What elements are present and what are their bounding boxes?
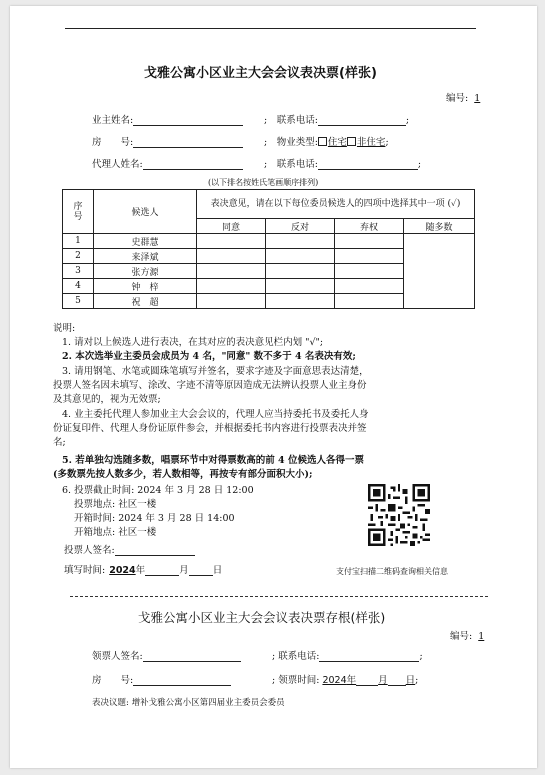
- vote-table: [62, 189, 475, 309]
- proxy-phone-label: 联系电话:: [276, 159, 318, 170]
- row-seq: 3: [63, 264, 94, 279]
- room-row: [92, 134, 243, 148]
- row-candidate: 张方源: [94, 264, 197, 279]
- stub-receive-time-row: ; 领票时间: 2024年 月 日;: [272, 675, 419, 686]
- stub-number-label: 编号:: [450, 631, 473, 642]
- cell-agree[interactable]: [197, 249, 266, 264]
- voter-sign-row: [64, 542, 195, 556]
- note-5a: 5. 若单独勾选随多数，唱票环节中对得票数高的前 4 位候选人各得一票: [62, 455, 364, 466]
- cell-agree[interactable]: [197, 264, 266, 279]
- stub-room-field[interactable]: [133, 674, 231, 686]
- residential-label: 住宅: [327, 137, 347, 148]
- cell-abstain[interactable]: [335, 234, 404, 249]
- proxy-phone-field[interactable]: [318, 158, 418, 170]
- col-oppose: 反对: [266, 219, 335, 234]
- stub-number-value: 1: [478, 631, 485, 642]
- stub-receiver-row: [92, 648, 241, 662]
- ballot-number-label: 编号:: [446, 93, 469, 104]
- voter-sign-field[interactable]: [115, 544, 195, 556]
- note-1: 1. 请对以上候选人进行表决，在其对应的表决意见栏内划 "√";: [62, 337, 324, 348]
- cell-oppose[interactable]: [266, 294, 335, 309]
- col-abstain: 弃权: [335, 219, 404, 234]
- note-4b: 份证复印件、代理人身份证原件参会，并根据委托书内容进行投票表决并签: [53, 423, 367, 434]
- room-label: 房 号:: [92, 137, 134, 148]
- cell-agree[interactable]: [197, 294, 266, 309]
- receive-month-field[interactable]: [356, 674, 378, 686]
- stub-phone-row: ; 联系电话: ;: [272, 651, 423, 662]
- ballot-title: 戈雅公寓小区业主大会会议表决票(样张): [144, 66, 377, 81]
- cell-agree[interactable]: [197, 279, 266, 294]
- stub-title: 戈雅公寓小区业主大会会议表决票存根(样张): [138, 610, 386, 625]
- stub-topic: 表决议题: 增补戈雅公寓小区第四届业主委员会委员: [92, 698, 285, 708]
- non-residential-checkbox[interactable]: [347, 137, 356, 146]
- cell-oppose[interactable]: [266, 279, 335, 294]
- fill-month-field[interactable]: [145, 564, 179, 576]
- property-type-row: ; 物业类型: 住宅 非住宅;: [264, 137, 389, 148]
- row-seq: 2: [63, 249, 94, 264]
- ballot-number-value: 1: [474, 93, 481, 104]
- cell-agree[interactable]: [197, 234, 266, 249]
- receive-day-field[interactable]: [388, 674, 406, 686]
- note-3b: 投票人签名因未填写、涂改、字迹不清等原因造成无法辨认投票人业主身份: [53, 380, 367, 391]
- notes-heading: 说明:: [53, 323, 76, 334]
- candidate-header: 候选人: [94, 190, 197, 234]
- top-rule: [65, 28, 476, 29]
- cell-oppose[interactable]: [266, 264, 335, 279]
- owner-phone-row: ; 联系电话: ;: [264, 115, 410, 126]
- cell-abstain[interactable]: [335, 264, 404, 279]
- room-field[interactable]: [133, 136, 243, 148]
- row-seq: 4: [63, 279, 94, 294]
- cell-oppose[interactable]: [266, 249, 335, 264]
- owner-phone-field[interactable]: [318, 114, 406, 126]
- receiver-sign-field[interactable]: [143, 650, 241, 662]
- note-5b: (多数票先按人数多少，若人数相等，再按专有部分面积大小);: [53, 469, 313, 480]
- receiver-sign-label: 领票人签名:: [92, 651, 143, 662]
- vote-place: 投票地点: 社区一楼: [74, 499, 157, 510]
- seq-header: 序号: [63, 190, 94, 234]
- ballot-number: [446, 90, 480, 104]
- fill-time-label: 填写时间:: [64, 565, 106, 576]
- row-candidate: 祝 超: [94, 294, 197, 309]
- cell-abstain[interactable]: [335, 279, 404, 294]
- sort-note: (以下排名按姓氏笔画顺序排列): [208, 178, 319, 187]
- proxy-name-label: 代理人姓名:: [92, 159, 143, 170]
- row-candidate: 来泽斌: [94, 249, 197, 264]
- table-row: [63, 234, 475, 249]
- stub-phone-label: 联系电话:: [278, 651, 320, 662]
- row-candidate: 钟 梓: [94, 279, 197, 294]
- row-seq: 1: [63, 234, 94, 249]
- qr-caption: 支付宝扫描二维码查询相关信息: [336, 567, 448, 576]
- residential-checkbox[interactable]: [318, 137, 327, 146]
- stub-room-label: 房 号:: [92, 675, 134, 686]
- fill-day-field[interactable]: [189, 564, 213, 576]
- owner-name-field[interactable]: [133, 114, 243, 126]
- phone-label: 联系电话:: [276, 115, 318, 126]
- stub-phone-field[interactable]: [319, 650, 419, 662]
- cut-line: [70, 596, 488, 597]
- open-time: 开箱时间: 2024 年 3 月 28 日 14:00: [74, 513, 235, 524]
- receive-year: 2024: [322, 675, 347, 686]
- cell-abstain[interactable]: [335, 294, 404, 309]
- row-seq: 5: [63, 294, 94, 309]
- open-place: 开箱地点: 社区一楼: [74, 527, 157, 538]
- document-page: [10, 6, 537, 768]
- cell-follow-majority[interactable]: [404, 234, 475, 309]
- cell-abstain[interactable]: [335, 249, 404, 264]
- stub-room-row: [92, 672, 231, 686]
- note-2: 2. 本次选举业主委员会成员为 4 名，"同意" 数不多于 4 名表决有效;: [62, 351, 356, 362]
- proxy-phone-row: ; 联系电话: ;: [264, 159, 422, 170]
- row-candidate: 史群慧: [94, 234, 197, 249]
- note-3c: 及其意见的，视为无效票;: [53, 394, 161, 405]
- note-4a: 4. 业主委托代理人参加业主大会会议的，代理人应当持委托书及委托人身: [62, 409, 369, 420]
- stub-number: [450, 628, 484, 642]
- proxy-name-field[interactable]: [143, 158, 243, 170]
- receive-time-label: 领票时间:: [278, 675, 320, 686]
- col-agree: 同意: [197, 219, 266, 234]
- note-6: 6. 投票截止时间: 2024 年 3 月 28 日 12:00: [62, 485, 254, 496]
- non-residential-label: 非住宅: [356, 137, 386, 148]
- note-4c: 名;: [53, 437, 66, 448]
- proxy-name-row: [92, 156, 243, 170]
- note-3a: 3. 请用钢笔、水笔或圆珠笔填写并签名，要求字迹及字面意思表达清楚，: [62, 366, 369, 377]
- owner-name-row: [92, 112, 243, 126]
- property-type-label: 物业类型:: [276, 137, 318, 148]
- col-follow-majority: 随多数: [404, 219, 475, 234]
- qr-code: [368, 484, 430, 546]
- cell-oppose[interactable]: [266, 234, 335, 249]
- voter-sign-label: 投票人签名:: [64, 545, 115, 556]
- fill-year: 2024: [109, 565, 136, 576]
- fill-time-row: 填写时间: 2024年 月 日: [64, 565, 223, 576]
- owner-name-label: 业主姓名:: [92, 115, 134, 126]
- opinion-header: 表决意见，请在以下每位委员候选人的四项中选择其中一项 (✓): [197, 190, 475, 219]
